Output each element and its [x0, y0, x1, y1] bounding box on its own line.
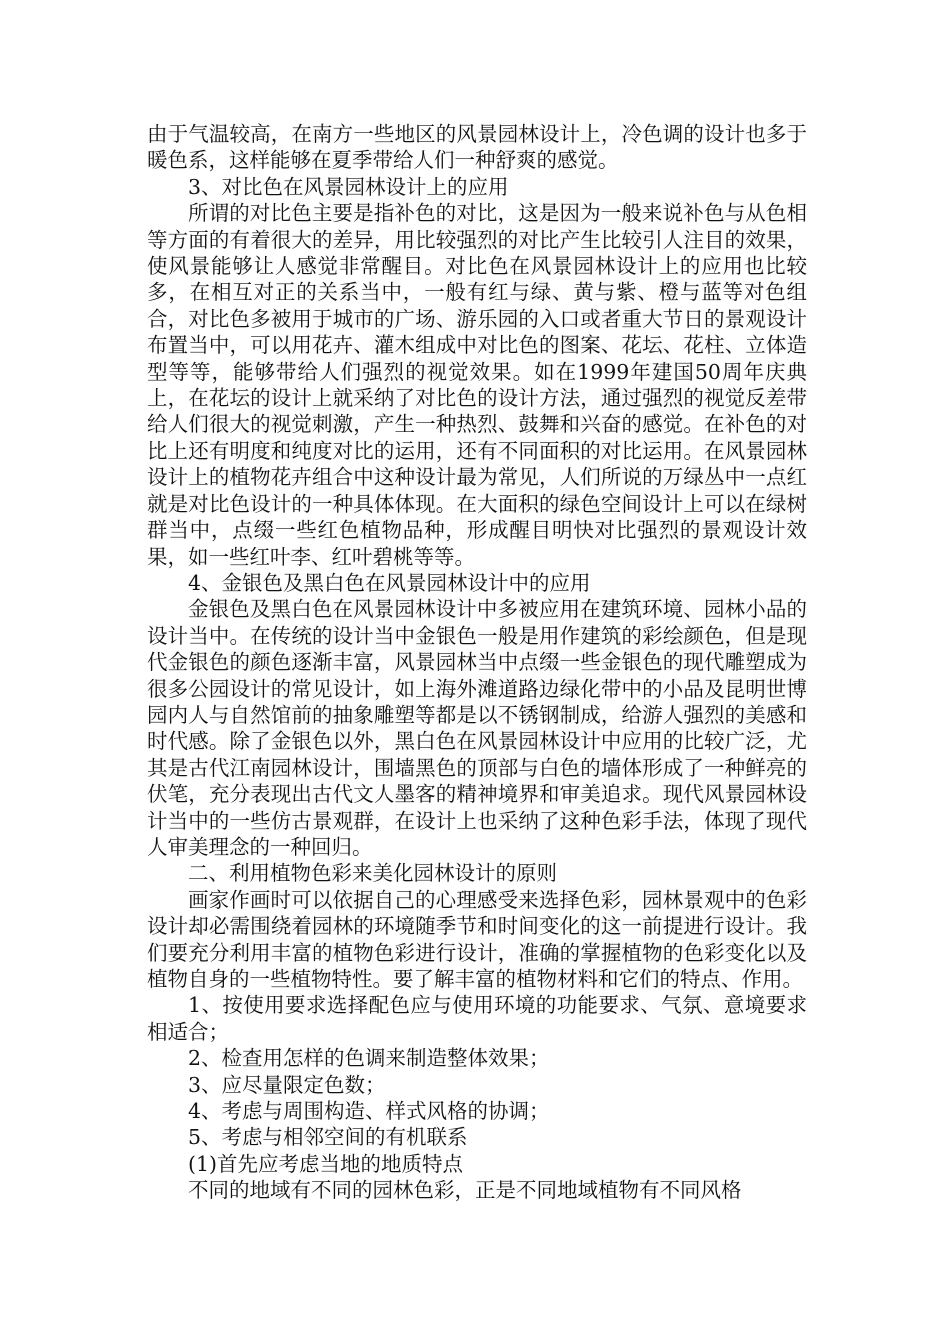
list-item-4: 4、考虑与周围构造、样式风格的协调；	[188, 1099, 550, 1124]
paragraph-section-two: 画家作画时可以依据自己的心理感受来选择色彩，园林景观中的色彩设计却必需围绕着园林的环境随季节和时间变化的这一前提进行设计。我们要充分利用丰富的植物色彩进行设计，准确的掌握植物的色彩变化以及植物自身的一些植物特性。要了解丰富的植物材料和它们的特点、作用。	[147, 887, 807, 991]
heading-gold-silver-black-white: 4、金银色及黑白色在风景园林设计中的应用	[188, 570, 591, 595]
list-item-2: 2、检查用怎样的色调来制造整体效果；	[188, 1046, 550, 1071]
heading-contrast-color: 3、对比色在风景园林设计上的应用	[188, 174, 509, 199]
list-item-5: 5、考虑与相邻空间的有机联系	[188, 1125, 468, 1150]
paragraph-intro: 由于气温较高，在南方一些地区的风景园林设计上，冷色调的设计也多于暖色系，这样能够在夏季带给人们一种舒爽的感觉。	[147, 122, 807, 173]
document-body	[147, 121, 807, 1204]
paragraph-regional-colors: 不同的地域有不同的园林色彩，正是不同地域植物有不同风格	[188, 1178, 742, 1203]
paragraph-gold-silver-black-white: 金银色及黑白色在风景园林设计中多被应用在建筑环境、园林小品的设计当中。在传统的设计当中金银色一般是用作建筑的彩绘颜色，但是现代金银色的颜色逐渐丰富，风景园林当中点缀一些金银色的现代雕塑成为很多公园设计的常见设计，如上海外滩道路边绿化带中的小品及昆明世博园内人与自然馆前的抽象雕塑等都是以不锈钢制成，给游人强烈的美感和时代感。除了金银色以外，黑白色在风景园林设计中应用的比较广泛，尤其是古代江南园林设计，围墙黑色的顶部与白色的墙体形成了一种鲜亮的伏笔，充分表现出古代文人墨客的精神境界和审美追求。现代风景园林设计当中的一些仿古景观群，在设计上也采纳了这种色彩手法，体现了现代人审美理念的一种回归。	[147, 597, 807, 859]
paragraph-contrast-color: 所谓的对比色主要是指补色的对比，这是因为一般来说补色与从色相等方面的有着很大的差异，用比较强烈的对比产生比较引人注目的效果，使风景能够让人感觉非常醒目。对比色在风景园林设计上的应用也比较多，在相互对正的关系当中，一般有红与绿、黄与紫、橙与蓝等对色组合，对比色多被用于城市的广场、游乐园的入口或者重大节日的景观设计布置当中，可以用花卉、灌木组成中对比色的图案、花坛、花柱、立体造型等等，能够带给人们强烈的视觉效果。如在1999年建国50周年庆典上，在花坛的设计上就采纳了对比色的设计方法，通过强烈的视觉反差带给人们很大的视觉刺激，产生一种热烈、鼓舞和兴奋的感觉。在补色的对比上还有明度和纯度对比的运用，还有不同面积的对比运用。在风景园林设计上的植物花卉组合中这种设计最为常见，人们所说的万绿丛中一点红就是对比色设计的一种具体体现。在大面积的绿色空间设计上可以在绿树群当中，点缀一些红色植物品种，形成醒目明快对比强烈的景观设计效果，如一些红叶李、红叶碧桃等等。	[147, 201, 807, 569]
list-item-1: 1、按使用要求选择配色应与使用环境的功能要求、气氛、意境要求相适合；	[147, 993, 807, 1044]
list-item-3: 3、应尽量限定色数；	[188, 1072, 386, 1097]
heading-section-two: 二、利用植物色彩来美化园林设计的原则	[188, 861, 557, 886]
subheading-geology: (1)首先应考虑当地的地质特点	[188, 1151, 464, 1176]
